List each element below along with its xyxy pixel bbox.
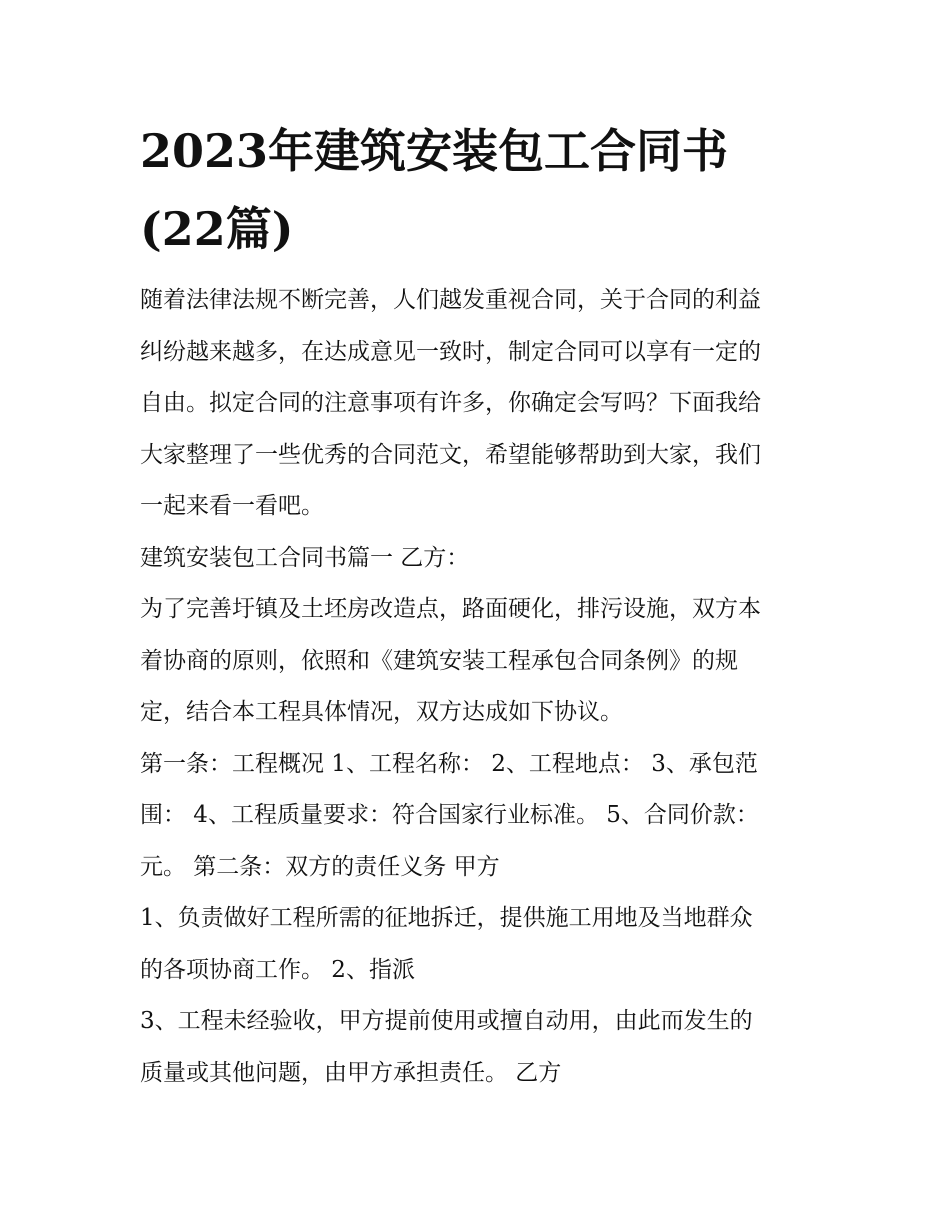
body-line: 着协商的原则，依照和《建筑安装工程承包合同条例》的规 (140, 647, 738, 674)
body-line: 自由。拟定合同的注意事项有许多，你确定会写吗？下面我给 (140, 390, 761, 416)
body-line: 3、工程未经验收，甲方提前使用或擅自动用，由此而发生的 (140, 1008, 753, 1034)
body-line: 第一条：工程概况 1、工程名称： 2、工程地点： 3、承包范 (140, 750, 758, 777)
document-body (140, 275, 820, 1099)
title-line: 2023年建筑安装包工合同书 (140, 124, 729, 178)
body-line: 元。 第二条：双方的责任义务 甲方 (140, 853, 500, 880)
body-line: 质量或其他问题，由甲方承担责任。 乙方 (140, 1059, 562, 1086)
section-heading: 建筑安装包工合同书篇一 乙方： (140, 544, 470, 571)
body-line: 纠纷越来越多，在达成意见一致时，制定合同可以享有一定的 (140, 338, 761, 365)
body-line: 1、负责做好工程所需的征地拆迁，提供施工用地及当地群众 (140, 905, 753, 931)
body-line: 一起来看一看吧。 (140, 493, 324, 519)
body-line: 定，结合本工程具体情况，双方达成如下协议。 (140, 699, 623, 725)
body-line: 的各项协商工作。 2、指派 (140, 956, 415, 983)
body-line: 随着法律法规不断完善，人们越发重视合同，关于合同的利益 (140, 287, 761, 313)
body-line: 为了完善圩镇及土坯房改造点，路面硬化，排污设施，双方本 (140, 596, 761, 622)
body-line: 大家整理了一些优秀的合同范文，希望能够帮助到大家，我们 (140, 441, 761, 468)
title-line: (22篇) (140, 202, 294, 256)
document-title (140, 112, 820, 268)
body-line: 围： 4、工程质量要求：符合国家行业标准。 5、合同价款： (140, 802, 759, 828)
